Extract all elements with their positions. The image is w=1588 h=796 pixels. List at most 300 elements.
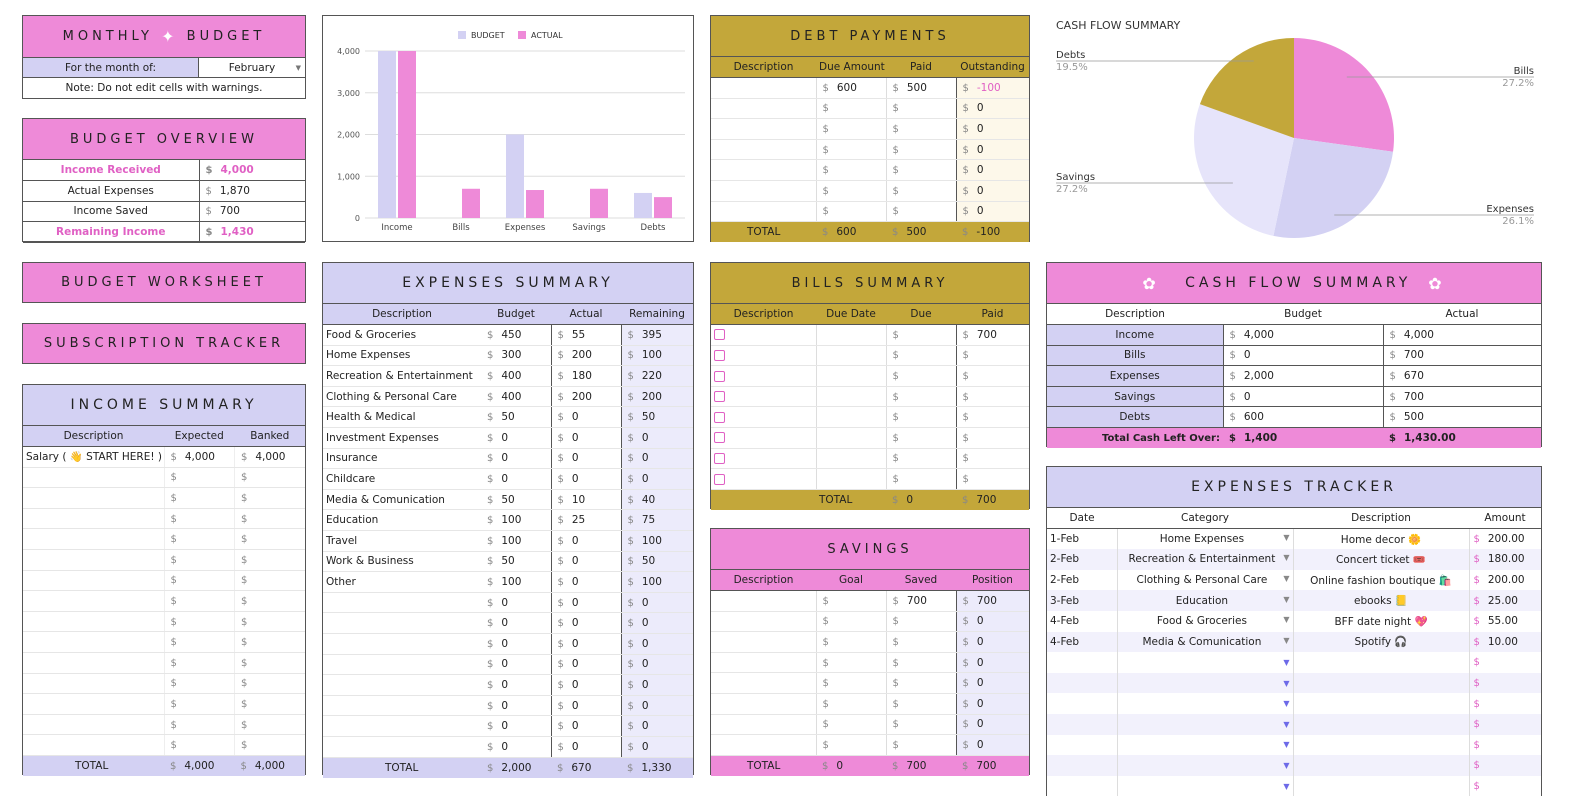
debt-col2[interactable] — [816, 181, 886, 202]
currency-symbol: $ — [1229, 433, 1236, 445]
debt-desc[interactable] — [711, 139, 816, 160]
savings-col3[interactable] — [886, 652, 956, 673]
debt-col2[interactable] — [816, 98, 886, 119]
expense-budget[interactable]: $ 0 — [481, 613, 551, 634]
tracker-description[interactable]: BFF date night 💖 — [1293, 611, 1469, 632]
expense-budget[interactable]: $ 0 — [481, 716, 551, 737]
bill-desc[interactable] — [711, 428, 816, 449]
income-expected[interactable] — [164, 467, 235, 488]
income-expected[interactable] — [164, 735, 235, 756]
tracker-description[interactable] — [1293, 673, 1469, 694]
expense-remaining: $ 395 — [621, 325, 693, 346]
tracker-category-select[interactable]: Recreation & Entertainment ▼ — [1117, 549, 1293, 570]
savings-desc[interactable] — [711, 652, 816, 673]
bills-col3[interactable] — [886, 469, 956, 490]
currency-symbol: $ — [962, 227, 969, 239]
tracker-date[interactable]: 4-Feb — [1047, 632, 1117, 653]
expense-budget[interactable]: $ 100 — [481, 531, 551, 552]
savings-col2[interactable] — [816, 652, 886, 673]
income-expected[interactable] — [164, 591, 235, 612]
bills-total-row — [711, 489, 1029, 510]
tracker-description[interactable] — [1293, 714, 1469, 735]
monthly-budget-title: MONTHLY ✦ BUDGET — [23, 16, 305, 58]
y-tick-label: 0 — [354, 214, 360, 223]
tracker-amount[interactable] — [1469, 735, 1541, 756]
y-tick-label: 4,000 — [337, 47, 360, 56]
tracker-amount[interactable] — [1469, 652, 1541, 673]
bill-desc[interactable] — [711, 386, 816, 407]
currency-symbol: $ — [627, 679, 634, 691]
bills-due-date[interactable] — [816, 366, 886, 387]
savings-col2[interactable] — [816, 714, 886, 735]
tracker-date[interactable]: 4-Feb — [1047, 611, 1117, 632]
savings-col2[interactable] — [816, 694, 886, 715]
tracker-category-select[interactable] — [1117, 735, 1293, 756]
tracker-category-select[interactable] — [1117, 693, 1293, 714]
expense-budget[interactable]: $ 50 — [481, 489, 551, 510]
savings-desc[interactable] — [711, 714, 816, 735]
expense-budget[interactable]: $ 300 — [481, 345, 551, 366]
income-banked[interactable] — [235, 488, 306, 509]
debt-desc[interactable] — [711, 119, 816, 140]
table-row — [323, 675, 693, 696]
currency-symbol: $ — [1473, 554, 1480, 566]
bills-due-date[interactable] — [816, 469, 886, 490]
tracker-date[interactable]: 2-Feb — [1047, 570, 1117, 591]
currency-symbol: $ — [170, 534, 177, 546]
pie-label: Debts — [1056, 50, 1086, 61]
bills-col3[interactable] — [886, 325, 956, 346]
income-banked[interactable] — [235, 550, 306, 571]
currency-symbol: $ — [1473, 698, 1480, 710]
income-banked[interactable] — [235, 570, 306, 591]
tracker-category-select[interactable]: Food & Groceries ▼ — [1117, 611, 1293, 632]
expense-category: Work & Business — [323, 551, 481, 572]
bills-col3[interactable] — [886, 448, 956, 469]
currency-symbol: $ — [627, 371, 634, 383]
income-expected[interactable] — [164, 653, 235, 674]
column-header: Description — [1293, 508, 1469, 529]
tracker-amount[interactable]: $ 200.00 — [1473, 533, 1525, 546]
tracker-date[interactable]: 1-Feb — [1047, 529, 1117, 550]
currency-symbol: $ — [557, 432, 564, 444]
bill-desc[interactable] — [711, 325, 816, 346]
income-banked[interactable] — [235, 714, 306, 735]
column-header: Description — [23, 426, 164, 447]
income-banked[interactable] — [235, 467, 306, 488]
expense-category — [323, 695, 481, 716]
bill-desc[interactable] — [711, 448, 816, 469]
tracker-date[interactable] — [1047, 693, 1117, 714]
income-expected[interactable] — [164, 632, 235, 653]
currency-symbol: $ — [962, 595, 969, 607]
savings-col3[interactable] — [886, 673, 956, 694]
savings-total-goal: $ 0 — [816, 755, 886, 776]
tracker-description[interactable]: Spotify 🎧 — [1293, 632, 1469, 653]
expense-budget[interactable]: $ 0 — [481, 654, 551, 675]
currency-symbol: $ — [627, 762, 634, 774]
tracker-category-select[interactable] — [1117, 714, 1293, 735]
income-expected[interactable] — [164, 673, 235, 694]
column-header: Description — [1047, 304, 1223, 325]
income-banked[interactable] — [235, 673, 306, 694]
expense-budget[interactable]: $ 0 — [481, 695, 551, 716]
bills-summary-title: BILLS SUMMARY — [711, 263, 1029, 304]
income-banked[interactable] — [235, 735, 306, 756]
tracker-category-select[interactable] — [1117, 673, 1293, 694]
savings-col2[interactable] — [816, 735, 886, 756]
currency-symbol: $ — [557, 453, 564, 465]
tracker-category-select[interactable]: Clothing & Personal Care ▼ — [1117, 570, 1293, 591]
cashflow-actual: $ 4,000 — [1383, 325, 1541, 346]
currency-symbol: $ — [170, 699, 177, 711]
month-select[interactable]: February ▼ — [228, 61, 301, 74]
expense-remaining: $ 50 — [621, 407, 693, 428]
tracker-date[interactable]: 3-Feb — [1047, 590, 1117, 611]
income-expected[interactable] — [164, 714, 235, 735]
pie-slice-expenses — [1273, 138, 1393, 238]
savings-col3[interactable] — [886, 632, 956, 653]
currency-symbol: $ — [241, 678, 248, 690]
debt-col2[interactable] — [816, 119, 886, 140]
savings-col4: $ 0 — [956, 652, 1029, 673]
expense-remaining: $ 0 — [621, 613, 693, 634]
currency-symbol: $ — [822, 82, 829, 94]
debt-desc[interactable] — [711, 201, 816, 222]
expense-category: Home Expenses — [323, 345, 481, 366]
savings-col4: $ 0 — [956, 735, 1029, 756]
income-total-expected: $ 4,000 — [164, 756, 235, 777]
income-desc[interactable] — [23, 714, 164, 735]
overview-label: Income Received — [23, 160, 199, 181]
currency-symbol: $ — [241, 554, 248, 566]
currency-symbol: $ — [822, 185, 829, 197]
tracker-category-select[interactable]: Education ▼ — [1117, 590, 1293, 611]
income-expected[interactable] — [164, 508, 235, 529]
expense-budget[interactable]: $ 0 — [481, 675, 551, 696]
currency-symbol: $ — [557, 350, 564, 362]
chevron-down-icon: ▼ — [1283, 594, 1290, 604]
income-desc[interactable] — [23, 735, 164, 756]
tracker-amount[interactable]: $ 200.00 — [1473, 574, 1525, 587]
savings-desc[interactable] — [711, 673, 816, 694]
tracker-description[interactable] — [1293, 755, 1469, 776]
currency-symbol: $ — [557, 741, 564, 753]
tracker-date[interactable]: 2-Feb — [1047, 549, 1117, 570]
expense-budget[interactable]: $ 0 — [481, 736, 551, 757]
tracker-amount[interactable]: $ 10.00 — [1473, 635, 1518, 648]
expense-category — [323, 736, 481, 757]
overview-value: $ 4,000 — [199, 160, 305, 181]
income-banked[interactable] — [235, 611, 306, 632]
savings-desc[interactable] — [711, 632, 816, 653]
income-desc[interactable]: Salary ( 👋 START HERE! ) — [23, 447, 164, 468]
income-desc[interactable] — [23, 488, 164, 509]
income-desc[interactable] — [23, 632, 164, 653]
income-expected[interactable] — [164, 488, 235, 509]
cashflow-budget: $ 4,000 — [1223, 325, 1383, 346]
subscription-tracker-button[interactable]: SUBSCRIPTION TRACKER — [22, 323, 306, 364]
savings-col3[interactable] — [886, 694, 956, 715]
savings-col3[interactable] — [886, 735, 956, 756]
currency-symbol: $ — [822, 760, 829, 772]
debt-col3[interactable] — [886, 98, 956, 119]
income-desc[interactable] — [23, 508, 164, 529]
currency-symbol: $ — [241, 740, 248, 752]
tracker-amount[interactable]: $ 55.00 — [1473, 615, 1518, 628]
tracker-amount[interactable] — [1469, 755, 1541, 776]
income-banked[interactable] — [235, 653, 306, 674]
tracker-description[interactable]: Online fashion boutique 🛍️ — [1293, 570, 1469, 591]
income-expected[interactable] — [164, 694, 235, 715]
monthly-budget-panel — [22, 15, 306, 99]
expense-budget[interactable]: $ 100 — [481, 510, 551, 531]
income-expected[interactable] — [164, 611, 235, 632]
currency-symbol: $ — [892, 760, 899, 772]
tracker-category-select[interactable] — [1117, 755, 1293, 776]
tracker-amount[interactable] — [1469, 673, 1541, 694]
checkbox-icon[interactable] — [714, 371, 725, 382]
bills-due-date[interactable] — [816, 428, 886, 449]
income-banked[interactable] — [235, 694, 306, 715]
chevron-down-icon: ▼ — [295, 63, 301, 72]
currency-symbol: $ — [627, 412, 634, 424]
bill-desc[interactable] — [711, 407, 816, 428]
expense-budget[interactable]: $ 0 — [481, 469, 551, 490]
debt-desc[interactable] — [711, 78, 816, 99]
flower-icon: ✿ — [1142, 273, 1160, 293]
bills-col3[interactable] — [886, 386, 956, 407]
currency-symbol: $ — [170, 719, 177, 731]
savings-col2[interactable] — [816, 632, 886, 653]
debt-col3[interactable] — [886, 119, 956, 140]
debt-col3[interactable]: $ 500 — [886, 78, 956, 99]
savings-col2[interactable] — [816, 591, 886, 612]
currency-symbol: $ — [892, 698, 899, 710]
currency-symbol: $ — [962, 329, 969, 341]
debt-col2[interactable] — [816, 160, 886, 181]
expense-actual: $ 0 — [551, 428, 621, 449]
table-row — [323, 428, 693, 449]
bills-col4: $ 700 — [956, 325, 1029, 346]
total-label: TOTAL — [816, 489, 886, 510]
chevron-down-icon: ▼ — [1283, 635, 1290, 645]
expense-actual: $ 0 — [551, 407, 621, 428]
tracker-date[interactable] — [1047, 755, 1117, 776]
expense-actual: $ 55 — [551, 325, 621, 346]
currency-symbol: $ — [1229, 350, 1236, 362]
bills-col3[interactable] — [886, 345, 956, 366]
currency-symbol: $ — [627, 741, 634, 753]
table-row — [711, 201, 1029, 222]
bills-due-date[interactable] — [816, 407, 886, 428]
income-banked[interactable] — [235, 591, 306, 612]
budget-worksheet-button[interactable]: BUDGET WORKSHEET — [22, 262, 306, 303]
expense-category: Travel — [323, 531, 481, 552]
currency-symbol: $ — [627, 700, 634, 712]
savings-col2[interactable] — [816, 673, 886, 694]
currency-symbol: $ — [487, 659, 494, 671]
debt-desc[interactable] — [711, 160, 816, 181]
total-label: TOTAL — [323, 757, 481, 778]
expense-budget[interactable]: $ 0 — [481, 634, 551, 655]
income-banked[interactable] — [235, 508, 306, 529]
debt-col3[interactable] — [886, 139, 956, 160]
table-row — [711, 735, 1029, 756]
currency-symbol: $ — [962, 637, 969, 649]
expense-budget[interactable]: $ 50 — [481, 551, 551, 572]
cashflow-actual: $ 500 — [1383, 407, 1541, 428]
overview-value: $ 700 — [199, 201, 305, 222]
expense-budget[interactable]: $ 50 — [481, 407, 551, 428]
overview-value: $ 1,870 — [199, 181, 305, 202]
income-expected[interactable] — [164, 550, 235, 571]
table-row — [323, 448, 693, 469]
expense-budget[interactable]: $ 0 — [481, 592, 551, 613]
income-desc[interactable] — [23, 611, 164, 632]
debt-col3[interactable] — [886, 160, 956, 181]
table-row — [711, 119, 1029, 140]
bills-col3[interactable] — [886, 407, 956, 428]
chevron-down-icon: ▼ — [1283, 699, 1290, 709]
tracker-amount[interactable]: $ 25.00 — [1473, 594, 1518, 607]
debt-col3[interactable] — [886, 201, 956, 222]
tracker-amount[interactable] — [1469, 693, 1541, 714]
currency-symbol: $ — [1473, 739, 1480, 751]
debt-col2[interactable]: $ 600 — [816, 78, 886, 99]
tracker-description[interactable] — [1293, 693, 1469, 714]
savings-col3[interactable]: $ 700 — [886, 591, 956, 612]
debt-col2[interactable] — [816, 201, 886, 222]
bills-col3[interactable] — [886, 366, 956, 387]
debt-desc[interactable] — [711, 181, 816, 202]
tracker-amount[interactable]: $ 180.00 — [1473, 553, 1525, 566]
bills-due-date[interactable] — [816, 386, 886, 407]
tracker-category-select[interactable]: Home Expenses ▼ — [1117, 529, 1293, 550]
savings-col3[interactable] — [886, 611, 956, 632]
savings-col2[interactable] — [816, 611, 886, 632]
income-banked[interactable] — [235, 632, 306, 653]
income-desc[interactable] — [23, 694, 164, 715]
tracker-description[interactable] — [1293, 652, 1469, 673]
tracker-amount[interactable] — [1469, 714, 1541, 735]
expense-category: Insurance — [323, 448, 481, 469]
currency-symbol: $ — [170, 657, 177, 669]
checkbox-icon[interactable] — [714, 391, 725, 402]
income-desc[interactable] — [23, 653, 164, 674]
currency-symbol: $ — [822, 740, 829, 752]
bill-desc[interactable] — [711, 366, 816, 387]
tracker-category-select[interactable] — [1117, 652, 1293, 673]
table-row — [711, 345, 1029, 366]
income-desc[interactable] — [23, 591, 164, 612]
checkbox-icon[interactable] — [714, 453, 725, 464]
tracker-category-select[interactable]: Media & Comunication ▼ — [1117, 632, 1293, 653]
tracker-description[interactable]: Home decor 🌼 — [1293, 529, 1469, 550]
savings-desc[interactable] — [711, 694, 816, 715]
table-row — [323, 736, 693, 757]
debt-col3[interactable] — [886, 181, 956, 202]
bill-desc[interactable] — [711, 345, 816, 366]
table-row — [323, 407, 693, 428]
bills-col4 — [956, 469, 1029, 490]
overview-label: Income Saved — [23, 201, 199, 222]
bill-desc[interactable] — [711, 469, 816, 490]
currency-symbol: $ — [487, 515, 494, 527]
bills-due-date[interactable] — [816, 448, 886, 469]
income-desc[interactable] — [23, 529, 164, 550]
savings-desc[interactable] — [711, 591, 816, 612]
income-banked[interactable] — [235, 529, 306, 550]
currency-symbol: $ — [627, 329, 634, 341]
tracker-date[interactable] — [1047, 735, 1117, 756]
checkbox-icon[interactable] — [714, 474, 725, 485]
currency-symbol: $ — [892, 719, 899, 731]
expense-budget[interactable]: $ 400 — [481, 366, 551, 387]
tracker-date[interactable] — [1047, 673, 1117, 694]
expense-remaining: $ 0 — [621, 592, 693, 613]
currency-symbol: $ — [170, 678, 177, 690]
savings-col3[interactable] — [886, 714, 956, 735]
table-row — [23, 632, 305, 653]
tracker-date[interactable] — [1047, 652, 1117, 673]
income-desc[interactable] — [23, 550, 164, 571]
checkbox-icon[interactable] — [714, 432, 725, 443]
expense-budget[interactable]: $ 0 — [481, 448, 551, 469]
expense-budget[interactable]: $ 0 — [481, 428, 551, 449]
bills-due-date[interactable] — [816, 325, 886, 346]
currency-symbol: $ — [1473, 616, 1480, 628]
savings-desc[interactable] — [711, 611, 816, 632]
tracker-date[interactable] — [1047, 714, 1117, 735]
expense-budget[interactable]: $ 450 — [481, 325, 551, 346]
debt-col2[interactable] — [816, 139, 886, 160]
tracker-description[interactable]: ebooks 📒 — [1293, 590, 1469, 611]
expense-remaining: $ 0 — [621, 675, 693, 696]
income-expected[interactable] — [164, 529, 235, 550]
tracker-description[interactable]: Concert ticket 🎟️ — [1293, 549, 1469, 570]
savings-col4: $ 0 — [956, 694, 1029, 715]
debt-payments-title: DEBT PAYMENTS — [711, 16, 1029, 57]
table-row — [23, 467, 305, 488]
checkbox-icon[interactable] — [714, 350, 725, 361]
currency-symbol: $ — [557, 679, 564, 691]
spacer — [711, 489, 816, 510]
income-desc[interactable] — [23, 570, 164, 591]
bills-due-date[interactable] — [816, 345, 886, 366]
currency-symbol: $ — [627, 556, 634, 568]
currency-symbol: $ — [170, 451, 177, 463]
currency-symbol: $ — [822, 144, 829, 156]
tracker-description[interactable] — [1293, 735, 1469, 756]
column-header: Budget — [1223, 304, 1383, 325]
expense-remaining: $ 0 — [621, 716, 693, 737]
total-label: Total Cash Left Over: — [1102, 432, 1220, 444]
expense-budget[interactable]: $ 400 — [481, 386, 551, 407]
income-expected[interactable]: $ 4,000 — [164, 447, 235, 468]
income-desc[interactable] — [23, 467, 164, 488]
income-expected[interactable] — [164, 570, 235, 591]
savings-desc[interactable] — [711, 735, 816, 756]
currency-symbol: $ — [892, 227, 899, 239]
expense-budget[interactable]: $ 100 — [481, 572, 551, 593]
bills-col3[interactable] — [886, 428, 956, 449]
checkbox-icon[interactable] — [714, 412, 725, 423]
checkbox-icon[interactable] — [714, 329, 725, 340]
income-desc[interactable] — [23, 673, 164, 694]
debt-desc[interactable] — [711, 98, 816, 119]
income-banked[interactable]: $ 4,000 — [235, 447, 306, 468]
